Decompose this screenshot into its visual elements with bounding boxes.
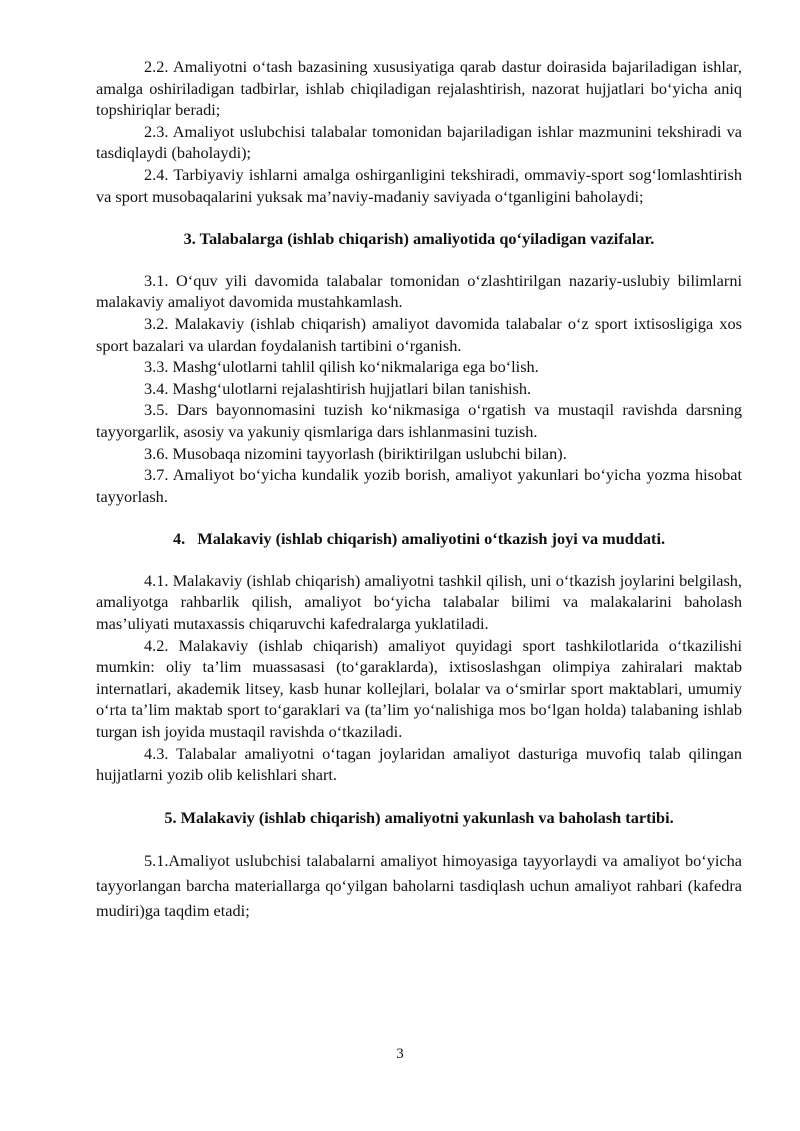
page-number: 3 xyxy=(396,1046,404,1062)
paragraph-2-3: 2.3. Amaliyot uslubchisi talabalar tomonidan bajariladigan ishlar mazmunini tekshiradi va tasdiqlaydi (baholaydi); xyxy=(96,121,742,163)
paragraph-3-2: 3.2. Malakaviy (ishlab chiqarish) amaliyot davomida talabalar o‘z sport ixtisosligiga xos sport bazalari va ulardan foydalanish tartibini o‘rganish. xyxy=(96,313,742,355)
paragraph-2-4: 2.4. Tarbiyaviy ishlarni amalga oshirganligini tekshiradi, ommaviy-sport sog‘lomlashtirish va sport musobaqalarini yuksak ma’naviy-madaniy saviyada o‘tganligini baholaydi; xyxy=(96,164,742,206)
paragraph-3-7: 3.7. Amaliyot bo‘yicha kundalik yozib borish, amaliyot yakunlari bo‘yicha yozma hisobat tayyorlash. xyxy=(96,465,742,506)
section-3-heading: 3. Talabalarga (ishlab chiqarish) amaliyotida qo‘yiladigan vazifalar. xyxy=(183,229,655,249)
paragraph-4-3: 4.3. Talabalar amaliyotni o‘tagan joylaridan amaliyot dasturiga muvofiq talab qilingan hujjatlarni yozib olib kelishlari shart. xyxy=(96,743,742,785)
document-page xyxy=(96,56,742,923)
paragraph-5-1: 5.1.Amaliyot uslubchisi talabalarni amaliyot himoyasiga tayyorlaydi va amaliyot bo‘yicha tayyorlangan barcha materiallarga qo‘yilgan baholarni tasdiqlash uchun amaliyot rahbari (kafedra mudiri)ga taqdim etadi; xyxy=(96,851,742,921)
paragraph-4-2: 4.2. Malakaviy (ishlab chiqarish) amaliyot quyidagi sport tashkilotlarida o‘tkazilishi mumkin: oliy ta’lim muassasasi (to‘garaklarda), ixtisoslashgan olimpiya zahiralari maktab internatlari, akademik litsey, kasb hunar kollejlari, bolalar va o‘smirlar sport maktablari, umumiy o‘rta ta’lim maktab sport to‘garaklari va (ta’lim yo‘nalishiga mos bo‘lgan holda) talabaning ishlab turgan ish joyida mustaqil ravishda o‘tkaziladi. xyxy=(96,635,742,742)
paragraph-3-4: 3.4. Mashg‘ulotlarni rejalashtirish hujjatlari bilan tanishish. xyxy=(144,378,532,398)
paragraph-4-1: 4.1. Malakaviy (ishlab chiqarish) amaliyotni tashkil qilish, uni o‘tkazish joylarini belgilash, amaliyotga rahbarlik qilish, amaliyot bo‘yicha talabalar bilimi va malakalarini baholash mas’uliyati mutaxassis chiqaruvchi kafedralarga yuklatiladi. xyxy=(96,570,742,634)
paragraph-3-6: 3.6. Musobaqa nizomini tayyorlash (biriktirilgan uslubchi bilan). xyxy=(144,443,567,463)
paragraph-3-1: 3.1. O‘quv yili davomida talabalar tomonidan o‘zlashtirilgan nazariy-uslubiy bilimlarni malakaviy amaliyot davomida mustahkamlash. xyxy=(96,270,742,312)
section-5-heading: 5. Malakaviy (ishlab chiqarish) amaliyotni yakunlash va baholash tartibi. xyxy=(164,807,674,827)
section-4-heading: 4. Malakaviy (ishlab chiqarish) amaliyotini o‘tkazish joyi va muddati. xyxy=(172,529,666,549)
paragraph-3-3: 3.3. Mashg‘ulotlarni tahlil qilish ko‘nikmalariga ega bo‘lish. xyxy=(144,357,539,377)
paragraph-3-5: 3.5. Dars bayonnomasini tuzish ko‘nikmasiga o‘rgatish va mustaqil ravishda darsning tayyorgarlik, asosiy va yakuniy qismlariga dars ishlanmasini tuzish. xyxy=(96,400,742,441)
paragraph-2-2: 2.2. Amaliyotni o‘tash bazasining xususiyatiga qarab dastur doirasida bajariladigan ishlar, amalga oshiriladigan tadbirlar, ishlab chiqiladigan rejalashtirish, nazorat hujjatlari bo‘yicha aniq topshiriqlar beradi; xyxy=(96,57,742,120)
